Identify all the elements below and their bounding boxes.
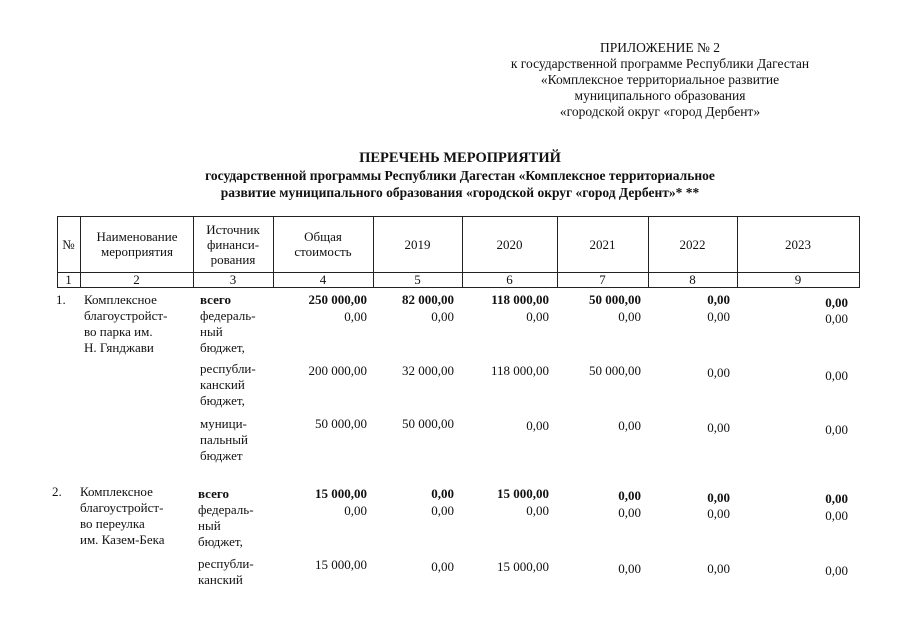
source-line: муници- — [200, 416, 247, 431]
source-line: бюджет, — [198, 534, 243, 549]
value-2023: 0,00 — [825, 563, 848, 578]
appendix-line: муниципального образования — [574, 88, 746, 103]
header-total-cost: Общая стоимость — [294, 229, 352, 259]
value-2023: 0,00 — [825, 508, 848, 523]
value-2020: 0,00 — [526, 503, 549, 518]
value-2021: 0,00 — [618, 561, 641, 576]
row-name-line: во парка им. — [84, 324, 153, 339]
value-2021: 0,00 — [618, 309, 641, 324]
source-line: республи- — [198, 556, 254, 571]
source-line: канский — [200, 377, 245, 392]
source-line: канский — [198, 572, 243, 587]
value-2020: 118 000,00 — [491, 292, 549, 307]
col-number-divider — [57, 287, 860, 288]
value-2020: 15 000,00 — [497, 486, 549, 501]
col-number: 6 — [506, 272, 513, 287]
value-2022: 0,00 — [707, 506, 730, 521]
col-number: 1 — [65, 272, 72, 287]
appendix-header — [470, 40, 850, 120]
document-title — [120, 150, 800, 201]
value-2019: 0,00 — [431, 559, 454, 574]
col-number: 8 — [689, 272, 696, 287]
value-total-cost: 200 000,00 — [308, 363, 367, 378]
col-number: 3 — [229, 272, 237, 287]
header-year-2021: 2021 — [589, 236, 616, 252]
row-name-line: Комплексное — [84, 292, 157, 307]
row-name — [80, 484, 190, 548]
value-2023: 0,00 — [825, 295, 848, 310]
col-number: 5 — [414, 272, 421, 287]
value-total-cost: 15 000,00 — [315, 486, 367, 501]
source-line: бюджет, — [200, 340, 245, 355]
source-line: бюджет, — [200, 393, 245, 408]
value-2020: 15 000,00 — [497, 559, 549, 574]
value-total-cost: 0,00 — [344, 309, 367, 324]
row-number: 1. — [56, 292, 66, 307]
row-name-line: Н. Гянджави — [84, 340, 154, 355]
value-2023: 0,00 — [825, 311, 848, 326]
value-2020: 0,00 — [526, 418, 549, 433]
value-2022: 0,00 — [707, 292, 730, 307]
value-2021: 0,00 — [618, 418, 641, 433]
value-2021: 0,00 — [618, 488, 641, 503]
source-republican — [200, 361, 280, 409]
title-main: ПЕРЕЧЕНЬ МЕРОПРИЯТИЙ — [359, 150, 561, 166]
value-2021: 50 000,00 — [589, 363, 641, 378]
header-number: № — [62, 236, 75, 252]
value-total-cost: 50 000,00 — [315, 416, 367, 431]
row-name — [84, 292, 194, 356]
col-border — [859, 216, 860, 287]
value-2022: 0,00 — [707, 561, 730, 576]
row-number: 2. — [52, 484, 62, 499]
row-name-line: во переулка — [80, 516, 145, 531]
title-line: развитие муниципального образования «городской округ «город Дербент»* ** — [220, 185, 700, 200]
value-2021: 50 000,00 — [589, 292, 641, 307]
value-2019: 50 000,00 — [402, 416, 454, 431]
source-line: ный — [200, 324, 223, 339]
value-total-cost: 15 000,00 — [315, 557, 367, 572]
header-source: Источник финанси-рования — [206, 221, 260, 267]
header-name: Наименование мероприятия — [96, 229, 178, 259]
value-2019: 82 000,00 — [402, 292, 454, 307]
value-2019: 0,00 — [431, 486, 454, 501]
value-2022: 0,00 — [707, 490, 730, 505]
row-name-line: Комплексное — [80, 484, 153, 499]
source-line: бюджет — [200, 448, 243, 463]
value-total-cost: 250 000,00 — [308, 292, 367, 307]
source-total: всего — [200, 292, 231, 307]
value-2023: 0,00 — [825, 491, 848, 506]
value-2022: 0,00 — [707, 309, 730, 324]
header-year-2022: 2022 — [679, 236, 706, 252]
title-line: государственной программы Республики Дагестан «Комплексное территориальное — [205, 168, 715, 183]
value-2021: 0,00 — [618, 505, 641, 520]
source-total: всего — [198, 486, 229, 501]
col-number: 2 — [133, 272, 140, 287]
row-name-line: им. Казем-Бека — [80, 532, 165, 547]
col-number: 9 — [794, 272, 802, 287]
appendix-title: ПРИЛОЖЕНИЕ № 2 — [599, 40, 721, 55]
col-number: 7 — [599, 272, 606, 287]
value-2022: 0,00 — [707, 365, 730, 380]
appendix-line: «Комплексное территориальное развитие — [540, 72, 780, 87]
value-2023: 0,00 — [825, 368, 848, 383]
appendix-line: к государственной программе Республики Дагестан — [510, 56, 810, 71]
row-name-line: благоустройст- — [80, 500, 164, 515]
value-2019: 32 000,00 — [402, 363, 454, 378]
source-line: республи- — [200, 361, 256, 376]
source-republican — [198, 556, 278, 588]
source-line: пальный — [200, 432, 248, 447]
source-federal — [200, 308, 280, 356]
value-2023: 0,00 — [825, 422, 848, 437]
header-year-2023: 2023 — [785, 236, 811, 252]
row-name-line: благоустройст- — [84, 308, 168, 323]
value-2020: 118 000,00 — [490, 363, 549, 378]
source-federal — [198, 502, 278, 550]
source-line: ный — [198, 518, 221, 533]
header-year-2019: 2019 — [404, 236, 431, 252]
header-year-2020: 2020 — [496, 236, 523, 252]
col-number: 4 — [319, 272, 327, 287]
value-2020: 0,00 — [526, 309, 549, 324]
value-2019: 0,00 — [431, 503, 454, 518]
appendix-line: «городской округ «город Дербент» — [559, 104, 761, 119]
value-total-cost: 0,00 — [344, 503, 367, 518]
source-line: федераль- — [200, 308, 256, 323]
source-municipal — [200, 416, 280, 464]
value-2019: 0,00 — [431, 309, 454, 324]
value-2022: 0,00 — [707, 420, 730, 435]
source-line: федераль- — [198, 502, 254, 517]
